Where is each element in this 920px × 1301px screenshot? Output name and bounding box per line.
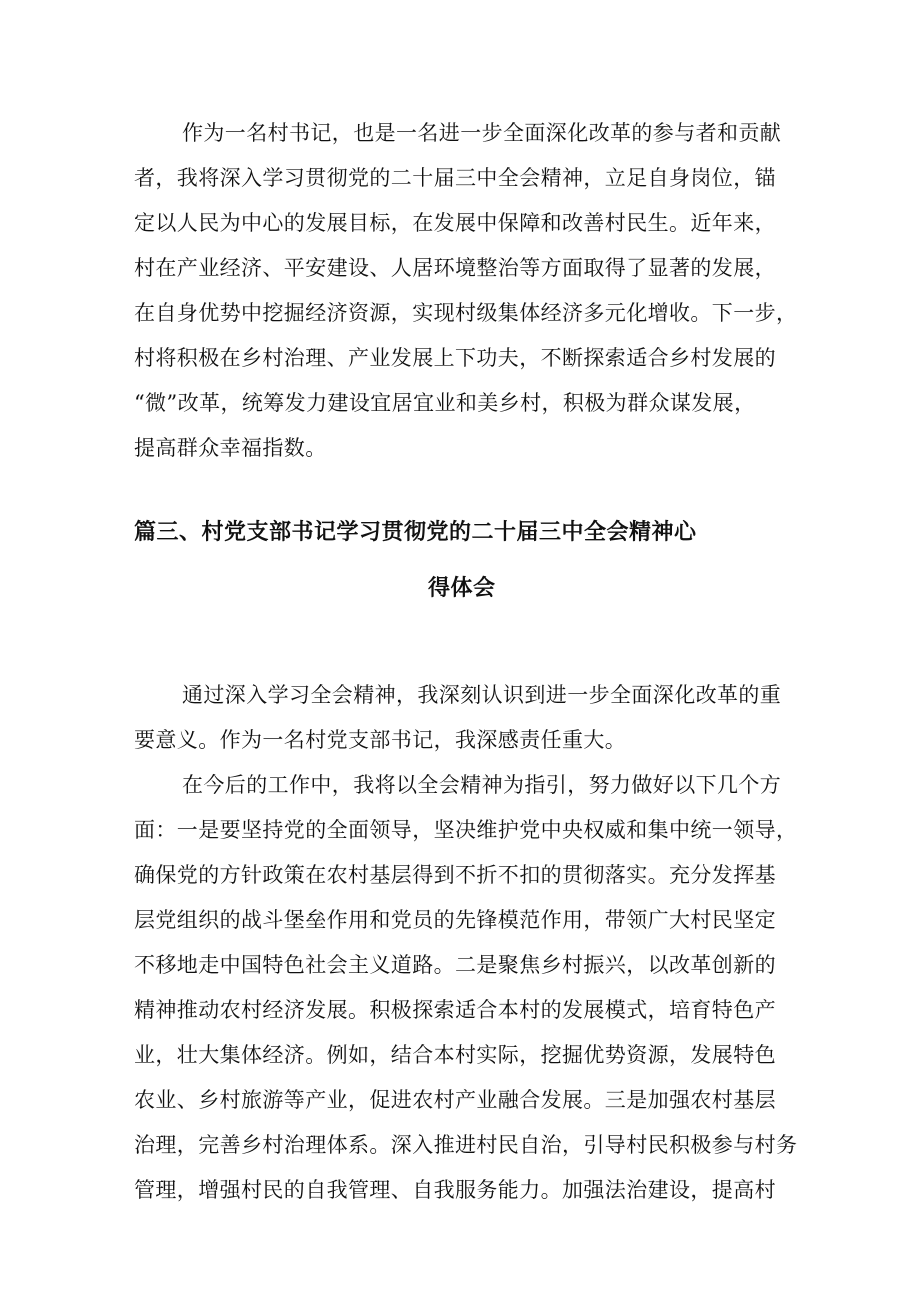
para3-line-5: 不移地走中国特色社会主义道路。二是聚焦乡村振兴，以改革创新的 — [134, 953, 776, 977]
para3-line-10: 管理，增强村民的自我管理、自我服务能力。加强法治建设，提高村 — [134, 1178, 776, 1202]
para2-line-2: 要意义。作为一名村党支部书记，我深感责任重大。 — [134, 728, 627, 752]
para3-line-7: 业，壮大集体经济。例如，结合本村实际，挖掘优势资源，发展特色 — [134, 1043, 776, 1067]
para1-line-6: 村将积极在乡村治理、产业发展上下功夫，不断探索适合乡村发展的 — [134, 346, 776, 370]
para3-line-3: 确保党的方针政策在农村基层得到不折不扣的贯彻落实。充分发挥基 — [134, 863, 776, 887]
para3-line-9: 治理，完善乡村治理体系。深入推进村民自治，引导村民积极参与村务 — [134, 1133, 798, 1157]
para1-line-8: 提高群众幸福指数。 — [134, 436, 327, 460]
para3-line-1: 在今后的工作中，我将以全会精神为指引，努力做好以下几个方 — [182, 773, 782, 797]
para2-line-1: 通过深入学习全会精神，我深刻认识到进一步全面深化改革的重 — [182, 683, 782, 707]
section-heading-line-1: 篇三、村党支部书记学习贯彻党的二十届三中全会精神心 — [134, 519, 697, 545]
para1-line-3: 定以人民为中心的发展目标，在发展中保障和改善村民生。近年来， — [134, 211, 776, 235]
para3-line-8: 农业、乡村旅游等产业，促进农村产业融合发展。三是加强农村基层 — [134, 1088, 776, 1112]
para1-line-1: 作为一名村书记，也是一名进一步全面深化改革的参与者和贡献 — [182, 121, 782, 145]
para1-line-2: 者，我将深入学习贯彻党的二十届三中全会精神，立足自身岗位，锚 — [134, 166, 776, 190]
para1-line-7: “微”改革，统筹发力建设宜居宜业和美乡村，积极为群众谋发展， — [134, 391, 756, 415]
para3-line-6: 精神推动农村经济发展。积极探索适合本村的发展模式，培育特色产 — [134, 998, 776, 1022]
para1-line-4: 村在产业经济、平安建设、人居环境整治等方面取得了显著的发展， — [134, 256, 776, 280]
para3-line-2: 面：一是要坚持党的全面领导，坚决维护党中央权威和集中统一领导， — [134, 818, 798, 842]
para1-line-5: 在自身优势中挖掘经济资源，实现村级集体经济多元化增收。下一步， — [134, 301, 798, 325]
section-heading-line-2: 得体会 — [428, 575, 496, 601]
para3-line-4: 层党组织的战斗堡垒作用和党员的先锋模范作用，带领广大村民坚定 — [134, 908, 776, 932]
